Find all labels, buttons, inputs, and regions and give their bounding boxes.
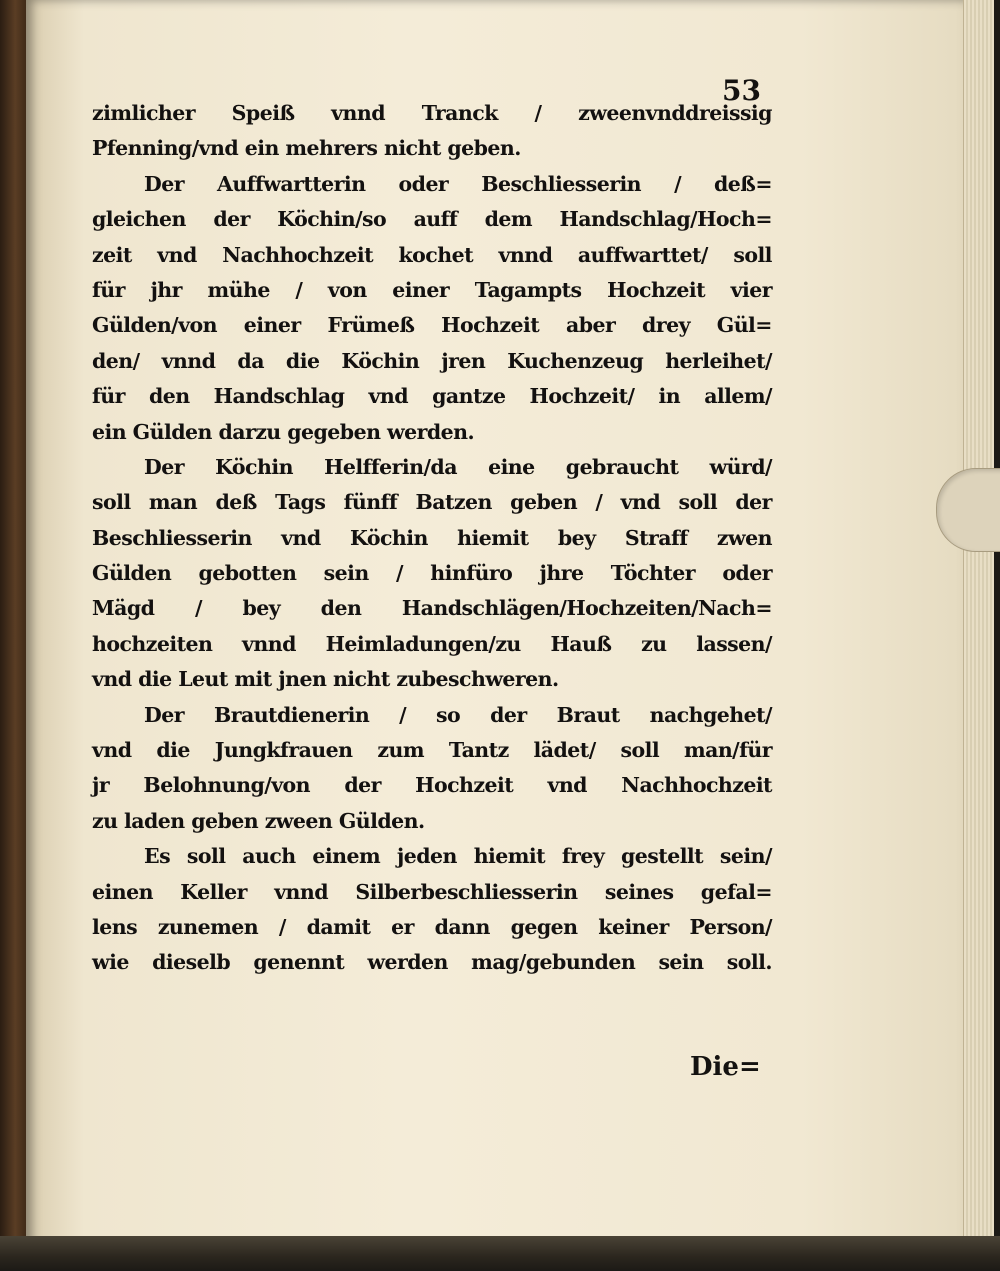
- text-line: einen Keller vnnd Silberbeschliesserin seines gefal=: [92, 879, 772, 904]
- text-line: jr Belohnung/von der Hochzeit vnd Nachhochzeit: [92, 773, 772, 798]
- text-line: hochzeiten vnnd Heimladungen/zu Hauß zu lassen/: [92, 631, 772, 656]
- text-line: gleichen der Köchin/so auff dem Handschlag/Hoch=: [92, 207, 772, 232]
- bottom-shadow: [0, 1236, 1000, 1271]
- text-line: den/ vnnd da die Köchin jren Kuchenzeug herleihet/: [92, 348, 772, 373]
- text-line: vnd die Leut mit jnen nicht zubeschweren.: [92, 667, 559, 692]
- text-line: lens zunemen / damit er dann gegen keiner Person/: [92, 914, 772, 939]
- text-line: Der Köchin Helfferin/da eine gebraucht würd/: [144, 454, 772, 479]
- text-line: für den Handschlag vnd gantze Hochzeit/ in allem/: [92, 384, 772, 409]
- text-line: Es soll auch einem jeden hiemit frey gestellt sein/: [144, 844, 772, 869]
- text-line: Der Brautdienerin / so der Braut nachgehet/: [144, 702, 772, 727]
- text-line: Beschliesserin vnd Köchin hiemit bey Straff zwen: [92, 525, 772, 550]
- text-line: für jhr mühe / von einer Tagampts Hochzeit vier: [92, 277, 772, 302]
- text-line: zeit vnd Nachhochzeit kochet vnnd auffwarttet/ soll: [92, 242, 772, 267]
- body-text: [92, 96, 772, 981]
- text-line: soll man deß Tags fünff Batzen geben / vnd soll der: [92, 490, 772, 515]
- page-number: 53: [722, 74, 761, 107]
- text-line: Gülden/von einer Frümeß Hochzeit aber drey Gül=: [92, 313, 772, 338]
- text-line: Gülden gebotten sein / hinfüro jhre Töchter oder: [92, 561, 772, 586]
- text-line: vnd die Jungkfrauen zum Tantz lädet/ soll man/für: [92, 738, 772, 763]
- catchword: Die=: [690, 1052, 761, 1082]
- text-line: Mägd / bey den Handschlägen/Hochzeiten/Nach=: [92, 596, 772, 621]
- text-line: Pfenning/vnd ein mehrers nicht geben.: [92, 136, 521, 161]
- text-line: zimlicher Speiß vnnd Tranck / zweenvnddreissig: [92, 101, 772, 125]
- text-line: zu laden geben zween Gülden.: [92, 808, 425, 833]
- text-line: wie dieselb genennt werden mag/gebunden sein soll.: [92, 950, 772, 975]
- text-line: ein Gülden darzu gegeben werden.: [92, 419, 475, 444]
- page-edges: [963, 0, 994, 1248]
- text-line: Der Auffwartterin oder Beschliesserin / deß=: [144, 171, 772, 196]
